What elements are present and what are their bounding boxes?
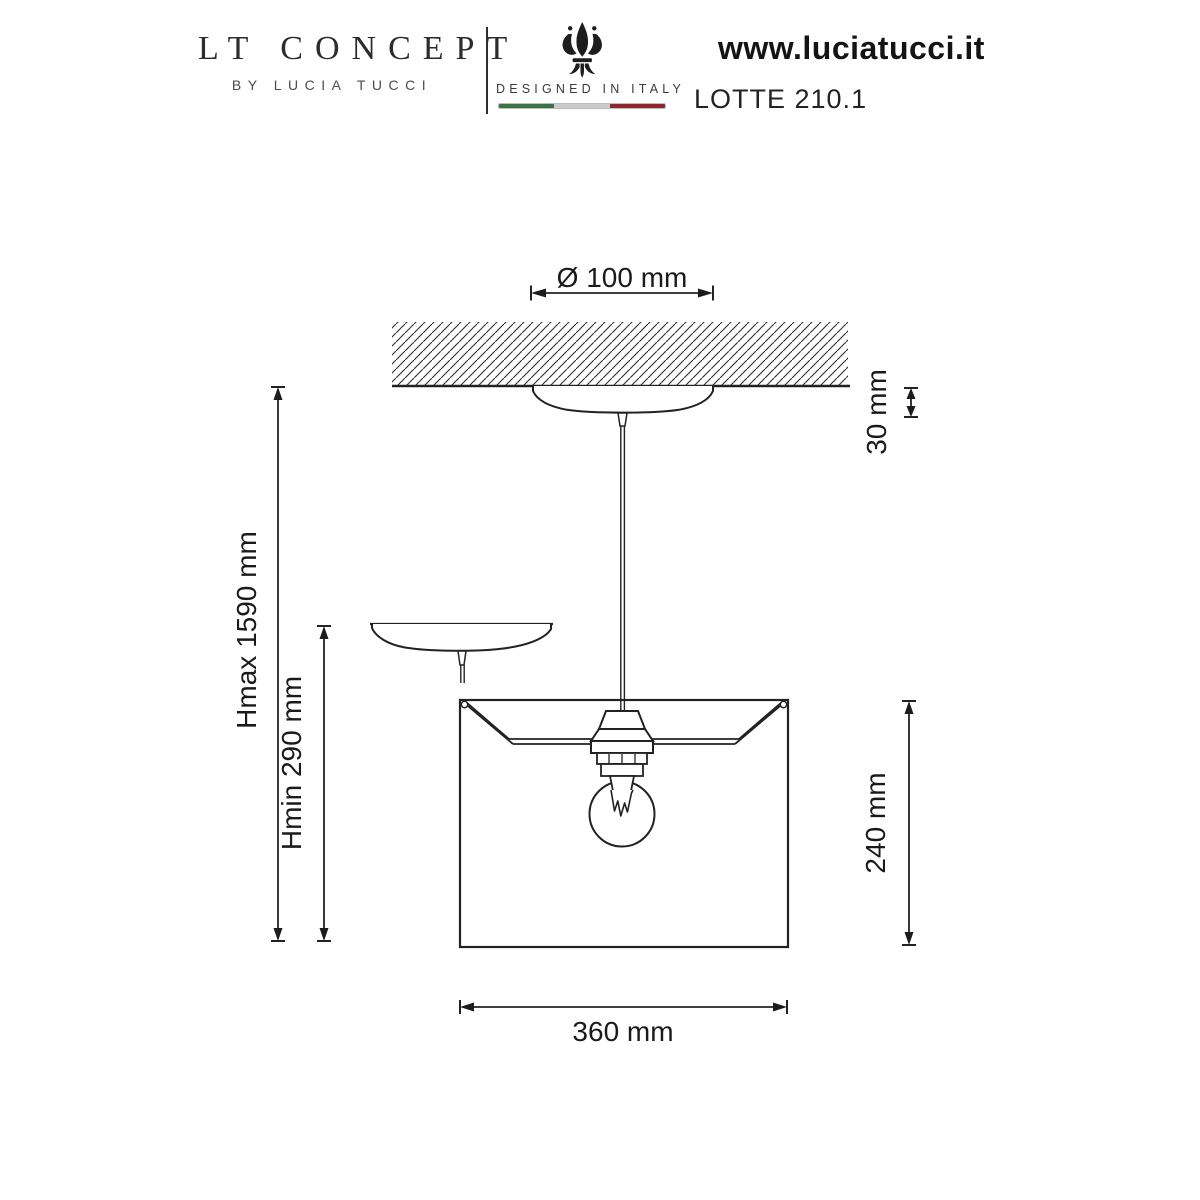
dim-canopy-height-label: 30 mm — [861, 369, 892, 455]
designed-in-italy-label: DESIGNED IN ITALY — [496, 82, 686, 96]
shade-corner-eyelet-right — [780, 701, 786, 707]
canopy-detail-view — [370, 624, 553, 683]
shade-corner-eyelet-left — [461, 701, 467, 707]
cord-grip-detail — [458, 651, 466, 665]
lamp-socket — [591, 711, 653, 776]
brand-subtitle: BY LUCIA TUCCI — [231, 77, 433, 93]
cord-grip — [618, 413, 627, 426]
dim-height-max — [231, 387, 285, 941]
brand-name: LT CONCEPT — [198, 30, 520, 67]
bulb-neck — [610, 776, 634, 791]
dim-height-max-label: Hmax 1590 mm — [231, 531, 262, 729]
dim-height-min-label: Hmin 290 mm — [276, 675, 307, 851]
ceiling-canopy — [533, 386, 713, 426]
dim-shade-height-label: 240 mm — [860, 772, 891, 874]
model-number: LOTTE 210.1 — [694, 84, 868, 114]
dim-shade-width-label: 360 mm — [572, 1016, 674, 1047]
light-bulb — [590, 776, 655, 847]
suspension-cord — [621, 424, 625, 712]
dim-canopy-diameter-label: Ø 100 mm — [556, 262, 688, 293]
dim-shade-width — [460, 1000, 787, 1047]
dim-canopy-diameter — [531, 262, 713, 301]
dim-canopy-height — [861, 369, 918, 455]
dim-shade-height — [860, 701, 916, 945]
dim-height-min — [276, 626, 331, 941]
website-url: www.luciatucci.it — [718, 30, 985, 66]
ceiling-hatch — [392, 322, 850, 386]
